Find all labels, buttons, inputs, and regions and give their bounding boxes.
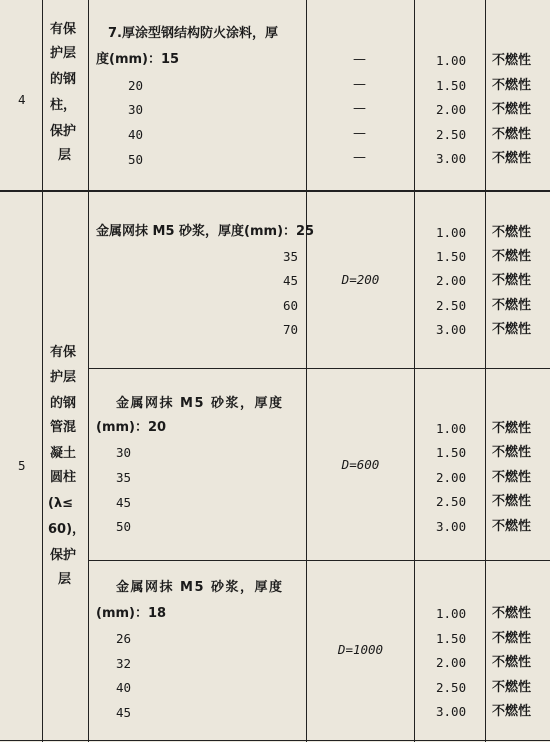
row-line-5a-5b: [88, 368, 550, 369]
fire-limit: 3.00: [436, 322, 467, 337]
thickness-value: 30: [128, 102, 144, 117]
member-line: 护层: [50, 46, 77, 61]
member-line: 层: [58, 572, 72, 587]
combustibility: 不燃性: [492, 445, 532, 460]
condition-dash: —: [353, 126, 366, 141]
fire-limit: 1.50: [436, 249, 467, 264]
fire-limit: 2.50: [436, 494, 467, 509]
member-line: 柱，: [50, 98, 77, 113]
protection-desc: 金属网抹 M5 砂浆，厚度: [116, 396, 284, 411]
fire-limit: 3.00: [436, 519, 467, 534]
combustibility: 不燃性: [492, 519, 532, 534]
col-line-2: [88, 0, 89, 742]
member-line: 的钢: [50, 396, 77, 411]
combustibility: 不燃性: [492, 631, 532, 646]
thickness-value: 35: [116, 470, 132, 485]
member-line: 保护: [50, 124, 77, 139]
diameter-condition: D=200: [341, 272, 380, 287]
fire-limit: 1.00: [436, 421, 467, 436]
fire-limit: 2.00: [436, 273, 467, 288]
member-line: 圆柱: [50, 470, 77, 485]
combustibility: 不燃性: [492, 704, 532, 719]
fire-limit: 1.50: [436, 631, 467, 646]
combustibility: 不燃性: [492, 78, 532, 93]
protection-desc: (mm)：20: [96, 420, 167, 435]
thickness-value: 20: [128, 78, 144, 93]
member-line: 有保: [50, 345, 77, 360]
thickness-value: 60: [283, 298, 299, 313]
combustibility: 不燃性: [492, 322, 532, 337]
col-line-4: [414, 0, 415, 742]
col-line-5: [485, 0, 486, 742]
condition-dash: —: [353, 77, 366, 92]
fire-limit: 2.50: [436, 298, 467, 313]
combustibility: 不燃性: [492, 151, 532, 166]
member-line: 层: [58, 148, 72, 163]
combustibility: 不燃性: [492, 127, 532, 142]
fire-limit: 3.00: [436, 704, 467, 719]
fire-limit: 2.50: [436, 680, 467, 695]
fire-limit: 3.00: [436, 151, 467, 166]
thickness-value: 45: [116, 495, 132, 510]
combustibility: 不燃性: [492, 53, 532, 68]
col-line-3: [306, 0, 307, 742]
combustibility: 不燃性: [492, 298, 532, 313]
thickness-value: 40: [128, 127, 144, 142]
diameter-condition: D=1000: [337, 642, 384, 657]
thickness-value: 45: [283, 273, 299, 288]
diameter-condition: D=600: [341, 457, 380, 472]
fire-limit: 2.00: [436, 470, 467, 485]
combustibility: 不燃性: [492, 102, 532, 117]
combustibility: 不燃性: [492, 421, 532, 436]
thickness-value: 32: [116, 656, 132, 671]
fire-limit: 2.00: [436, 655, 467, 670]
member-line: 凝土: [50, 446, 77, 461]
combustibility: 不燃性: [492, 470, 532, 485]
thickness-value: 45: [116, 705, 132, 720]
member-line: (λ≤: [48, 496, 74, 511]
fire-limit: 1.50: [436, 445, 467, 460]
row-number: 5: [18, 458, 26, 473]
member-line: 护层: [50, 370, 77, 385]
member-line: 有保: [50, 22, 77, 37]
row-number: 4: [18, 92, 26, 107]
combustibility: 不燃性: [492, 494, 532, 509]
protection-desc: 度(mm)：15: [96, 52, 180, 67]
combustibility: 不燃性: [492, 225, 532, 240]
thickness-value: 35: [283, 249, 299, 264]
col-line-1: [42, 0, 43, 742]
row-line-4-5: [0, 190, 550, 192]
thickness-value: 50: [128, 152, 144, 167]
fire-limit: 1.50: [436, 78, 467, 93]
protection-desc: (mm)：18: [96, 606, 167, 621]
member-line: 60)，: [48, 522, 86, 537]
protection-desc: 金属网抹 M5 砂浆，厚度(mm)：25: [96, 224, 315, 239]
condition-dash: —: [353, 52, 366, 67]
combustibility: 不燃性: [492, 655, 532, 670]
thickness-value: 70: [283, 322, 299, 337]
member-line: 管混: [50, 420, 77, 435]
fire-limit: 1.00: [436, 225, 467, 240]
combustibility: 不燃性: [492, 273, 532, 288]
fire-limit: 2.50: [436, 127, 467, 142]
thickness-value: 30: [116, 445, 132, 460]
fire-limit: 1.00: [436, 53, 467, 68]
condition-dash: —: [353, 101, 366, 116]
combustibility: 不燃性: [492, 606, 532, 621]
fire-limit: 2.00: [436, 102, 467, 117]
thickness-value: 40: [116, 680, 132, 695]
table-bottom-line: [0, 740, 550, 741]
protection-desc: 7.厚涂型钢结构防火涂料，厚: [108, 26, 278, 41]
combustibility: 不燃性: [492, 680, 532, 695]
thickness-value: 50: [116, 519, 132, 534]
thickness-value: 26: [116, 631, 132, 646]
member-line: 保护: [50, 548, 77, 563]
combustibility: 不燃性: [492, 249, 532, 264]
condition-dash: —: [353, 150, 366, 165]
member-line: 的钢: [50, 72, 77, 87]
row-line-5b-5c: [88, 560, 550, 561]
fire-limit: 1.00: [436, 606, 467, 621]
protection-desc: 金属网抹 M5 砂浆，厚度: [116, 580, 284, 595]
